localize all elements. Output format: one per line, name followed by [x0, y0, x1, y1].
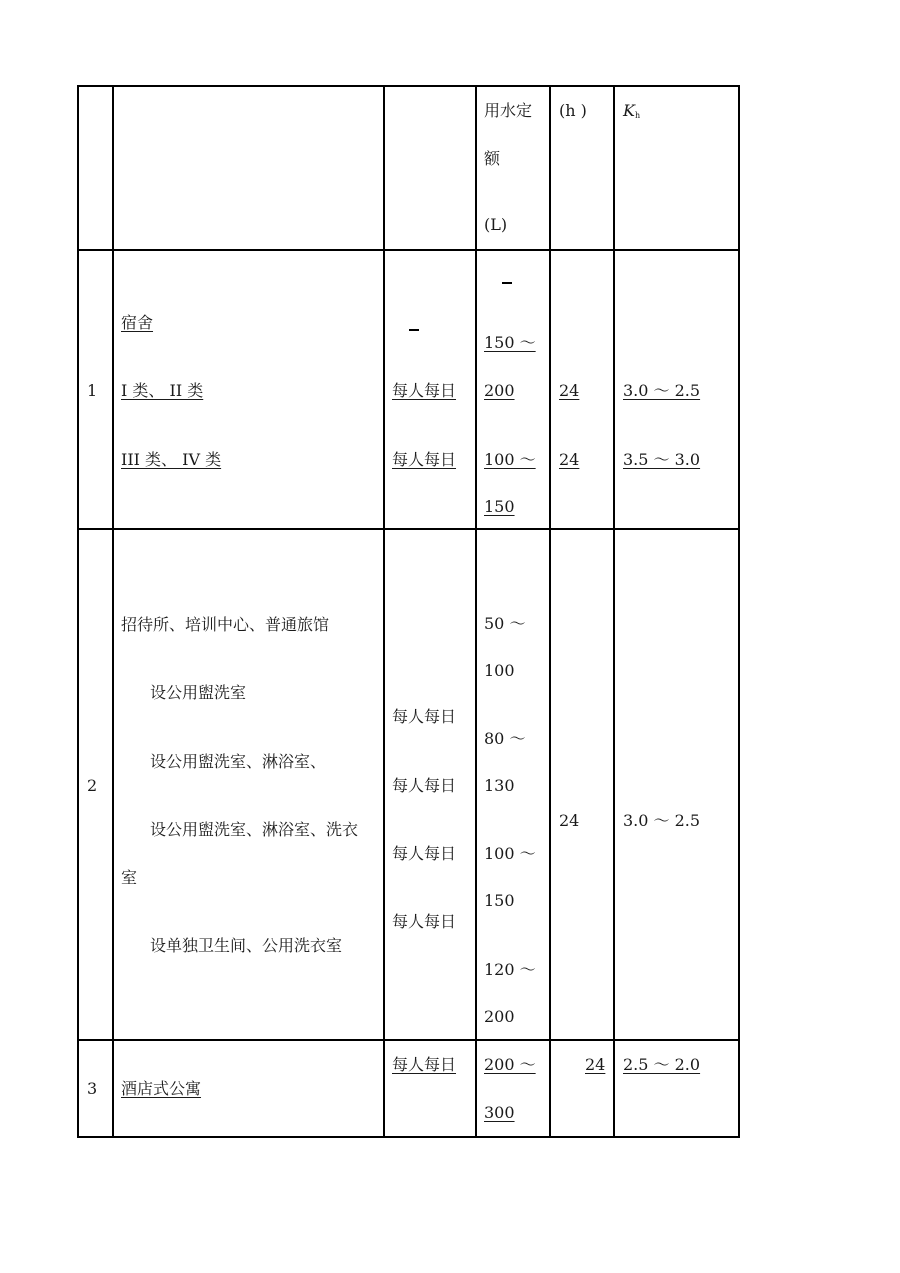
row1-name: 宿舍: [121, 313, 154, 332]
row1-unit1: 每人每日: [392, 381, 457, 400]
row2-quota3-line1: 100 ～: [484, 844, 536, 863]
water-quota-table: [77, 85, 740, 1138]
row2-quota2-line1: 80 ～: [484, 729, 526, 748]
header-kh: $K_h$: [623, 101, 641, 120]
table-border-right: [738, 85, 740, 1138]
row1-unit-dash: [409, 329, 419, 331]
row2-name: 招待所、培训中心、普通旅馆: [121, 615, 330, 634]
row2-quota1-line2: 100: [484, 661, 515, 680]
row1-unit2: 每人每日: [392, 450, 457, 469]
row2-number: 2: [87, 776, 98, 795]
row1-number: 1: [87, 381, 98, 400]
row2-quota4-line2: 200: [484, 1007, 515, 1026]
row2-kh: 3.0 ～ 2.5: [623, 811, 701, 830]
row2-unit1: 每人每日: [392, 707, 457, 726]
row-divider: [77, 249, 740, 251]
row2-hours: 24: [559, 811, 580, 830]
row1-kh1: 3.0 ～ 2.5: [623, 381, 701, 400]
row-divider: [77, 528, 740, 530]
row2-quota2-line2: 130: [484, 776, 515, 795]
row1-quota1-line2: 200: [484, 381, 515, 400]
row2-unit2: 每人每日: [392, 776, 457, 795]
row2-quota3-line2: 150: [484, 891, 515, 910]
row3-quota-line2: 300: [484, 1103, 515, 1122]
header-hours: (h ): [559, 101, 587, 120]
column-divider: [475, 85, 477, 1138]
row3-name: 酒店式公寓: [121, 1079, 202, 1098]
column-divider: [383, 85, 385, 1138]
table-border-left: [77, 85, 79, 1138]
row2-sub1: 设公用盥洗室: [150, 683, 247, 702]
row1-sub2: III 类、 IV 类: [121, 450, 222, 469]
row3-unit: 每人每日: [392, 1055, 457, 1074]
column-divider: [549, 85, 551, 1138]
table-border-top: [77, 85, 740, 87]
row1-sub1: I 类、 II 类: [121, 381, 204, 400]
column-divider: [613, 85, 615, 1138]
row2-unit4: 每人每日: [392, 912, 457, 931]
row2-quota1-line1: 50 ～: [484, 614, 526, 633]
column-divider: [112, 85, 114, 1138]
row1-quota1-line1: 150 ～: [484, 333, 536, 352]
row2-unit3: 每人每日: [392, 844, 457, 863]
row2-sub4: 设单独卫生间、公用洗衣室: [150, 936, 343, 955]
row2-quota4-line1: 120 ～: [484, 960, 536, 979]
row2-sub3-line2: 室: [121, 868, 138, 887]
row1-quota2-line1: 100 ～: [484, 450, 536, 469]
header-quota-line3: (L): [484, 215, 508, 234]
row1-hours1: 24: [559, 381, 580, 400]
table-border-bottom: [77, 1136, 740, 1138]
row1-quota2-line2: 150: [484, 497, 515, 516]
header-quota-line2: 额: [484, 149, 501, 168]
row1-hours2: 24: [559, 450, 580, 469]
row2-sub2: 设公用盥洗室、淋浴室、: [150, 752, 327, 771]
row3-hours: 24: [585, 1055, 606, 1074]
row3-number: 3: [87, 1079, 98, 1098]
row-divider: [77, 1039, 740, 1041]
row3-quota-line1: 200 ～: [484, 1055, 536, 1074]
row3-kh: 2.5 ～ 2.0: [623, 1055, 701, 1074]
row1-kh2: 3.5 ～ 3.0: [623, 450, 701, 469]
header-quota-line1: 用水定: [484, 101, 533, 120]
row2-sub3-line1: 设公用盥洗室、淋浴室、洗衣: [150, 820, 359, 839]
row1-quota-dash: [502, 282, 512, 284]
